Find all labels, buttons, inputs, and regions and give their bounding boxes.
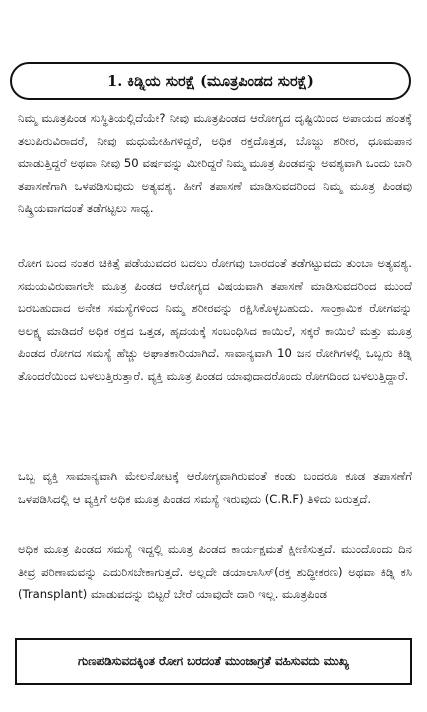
prevention-banner: ಗುಣಪಡಿಸುವದಕ್ಕಿಂತ ರೋಗ ಬರದಂತೆ ಮುಂಜಾಗ್ರತೆ ವಹಿಸುವದು ಮುಖ್ಯ [15, 638, 412, 685]
paragraph-2: ರೋಗ ಬಂದ ನಂತರ ಚಿಕಿತ್ಸೆ ಪಡೆಯುವದರ ಬದಲು ರೋಗವು ಬಾರದಂತೆ ತಡೆಗಟ್ಟುವದು ತುಂಬಾ ಅತ್ಯವಶ್ಯ. ಸಮಯವಿರುವಾಗಲೇ ಮೂತ್ರ ಪಿಂಡದ ಆರೋಗ್ಯದ ವಿಷಯವಾಗಿ ತಪಾಸಣೆ ಮಾಡಿಸುವದರಿಂದ ಮುಂದೆ ಬರಬಹುದಾದ ಅನೇಕ ಸಮಸ್ಯೆಗಳಿಂದ ನಿಮ್ಮ ಶರೀರವನ್ನು ರಕ್ಷಿಸಿಕೊಳ್ಳಬಹುದು. ಸಾಂಕ್ರಾಮಿಕ ರೋಗವನ್ನು ಅಲಕ್ಷ್ಯ ಮಾಡಿದರೆ ಅಧಿಕ ರಕ್ತದ ಒತ್ತಡ, ಹೃದಯಕ್ಕೆ ಸಂಬಂಧಿಸಿದ ಕಾಯಿಲೆ, ಸಕ್ಕರೆ ಕಾಯಿಲೆ ಮತ್ತು ಮೂತ್ರ ಪಿಂಡದ ರೋಗದ ಸಮಸ್ಯೆ ಹೆಚ್ಚು ಅಘಾತಕಾರಿಯಾಗಿದೆ. ಸಾವಾನ್ಯವಾಗಿ 10 ಜನ ರೋಗಿಗಳಲ್ಲಿ ಒಬ್ಬರು ಕಿಡ್ನಿ ತೊಂದರೆಯಿಂದ ಬಳಲುತ್ತಿರುತ್ತಾರೆ. ವ್ಯಕ್ತಿ ಮೂತ್ರ ಪಿಂಡದ ಯಾವುದಾದರೊಂದು ರೋಗದಿಂದ ಬಳಲುತ್ತಿದ್ದಾರೆ. [18, 256, 412, 383]
paragraph-1: ನಿಮ್ಮ ಮೂತ್ರಪಿಂಡ ಸುಸ್ಥಿತಿಯಲ್ಲಿದೆಯೇ? ನೀವು ಮೂತ್ರಪಿಂಡದ ಆರೋಗ್ಯದ ದೃಷ್ಟಿಯಿಂದ ಅಪಾಯದ ಹಂತಕ್ಕೆ ತಲುಪಿರುವಿರಾದರೆ, ನೀವು ಮಧುಮೇಹಿಗಳಿದ್ದರೆ, ಅಧಿಕ ರಕ್ತದೊತ್ತಡ, ಬೊಜ್ಜು ಶರೀರ, ಧೂಮಪಾನ ಮಾಡುತ್ತಿದ್ದರೆ ಅಥವಾ ನೀವು 50 ವರ್ಷವನ್ನು ಮೀರಿದ್ದರೆ ನಿಮ್ಮ ಮೂತ್ರ ಪಿಂಡವನ್ನು ಅವಶ್ಯವಾಗಿ ಒಂದು ಬಾರಿ ತಪಾಸಣೆಗಾಗಿ ಒಳಪಡಿಸುವುದು ಅತ್ಯವಶ್ಯ. ಹೀಗೆ ತಪಾಸಣೆ ಮಾಡಿಸುವದರಿಂದ ನಿಮ್ಮ ಮೂತ್ರ ಪಿಂಡವು ನಿಷ್ಕ್ರಿಯವಾಗದಂತೆ ತಡೆಗಟ್ಟಲು ಸಾಧ್ಯ. [18, 111, 412, 216]
paragraph-3: ಒಬ್ಬ ವ್ಯಕ್ತಿ ಸಾಮಾನ್ಯವಾಗಿ ಮೇಲನೋಟಕ್ಕೆ ಆರೋಗ್ಯವಾಗಿರುವಂತೆ ಕಂಡು ಬಂದರೂ ಕೂಡ ತಪಾಸಣೆಗೆ ಒಳಪಡಿಸಿದಲ್ಲಿ ಆ ವ್ಯಕ್ತಿಗೆ ಅಧಿಕ ಮೂತ್ರ ಪಿಂಡದ ಸಮಸ್ಯೆ ಇರುವುದು (C.R.F) ತಿಳಿದು ಬರುತ್ತದೆ. [18, 469, 412, 506]
section-title: 1. ಕಿಡ್ನಿಯ ಸುರಕ್ಷೆ (ಮೂತ್ರಪಿಂಡದ ಸುರಕ್ಷೆ) [10, 62, 411, 100]
paragraph-4: ಅಧಿಕ ಮೂತ್ರ ಪಿಂಡದ ಸಮಸ್ಯೆ ಇದ್ದಲ್ಲಿ ಮೂತ್ರ ಪಿಂಡದ ಕಾರ್ಯಕ್ಷಮತೆ ಕ್ಷೀಣಿಸುತ್ತದೆ. ಮುಂದೊಂದು ದಿನ ತೀವ್ರ ಪರಿಣಾಮವನ್ನು ಎದುರಿಸಬೇಕಾಗುತ್ತದೆ. ಅಲ್ಲದೇ ಡಯಾಲಾಸಿಸ್(ರಕ್ತ ಶುದ್ಧೀಕರಣ) ಅಥವಾ ಕಿಡ್ನಿ ಕಸಿ (Transplant) ಮಾಡುವದನ್ನು ಬಿಟ್ಟರೆ ಬೇರೆ ಯಾವುದೇ ದಾರಿ ಇಲ್ಲ. ಮೂತ್ರಪಿಂಡ [18, 542, 412, 602]
